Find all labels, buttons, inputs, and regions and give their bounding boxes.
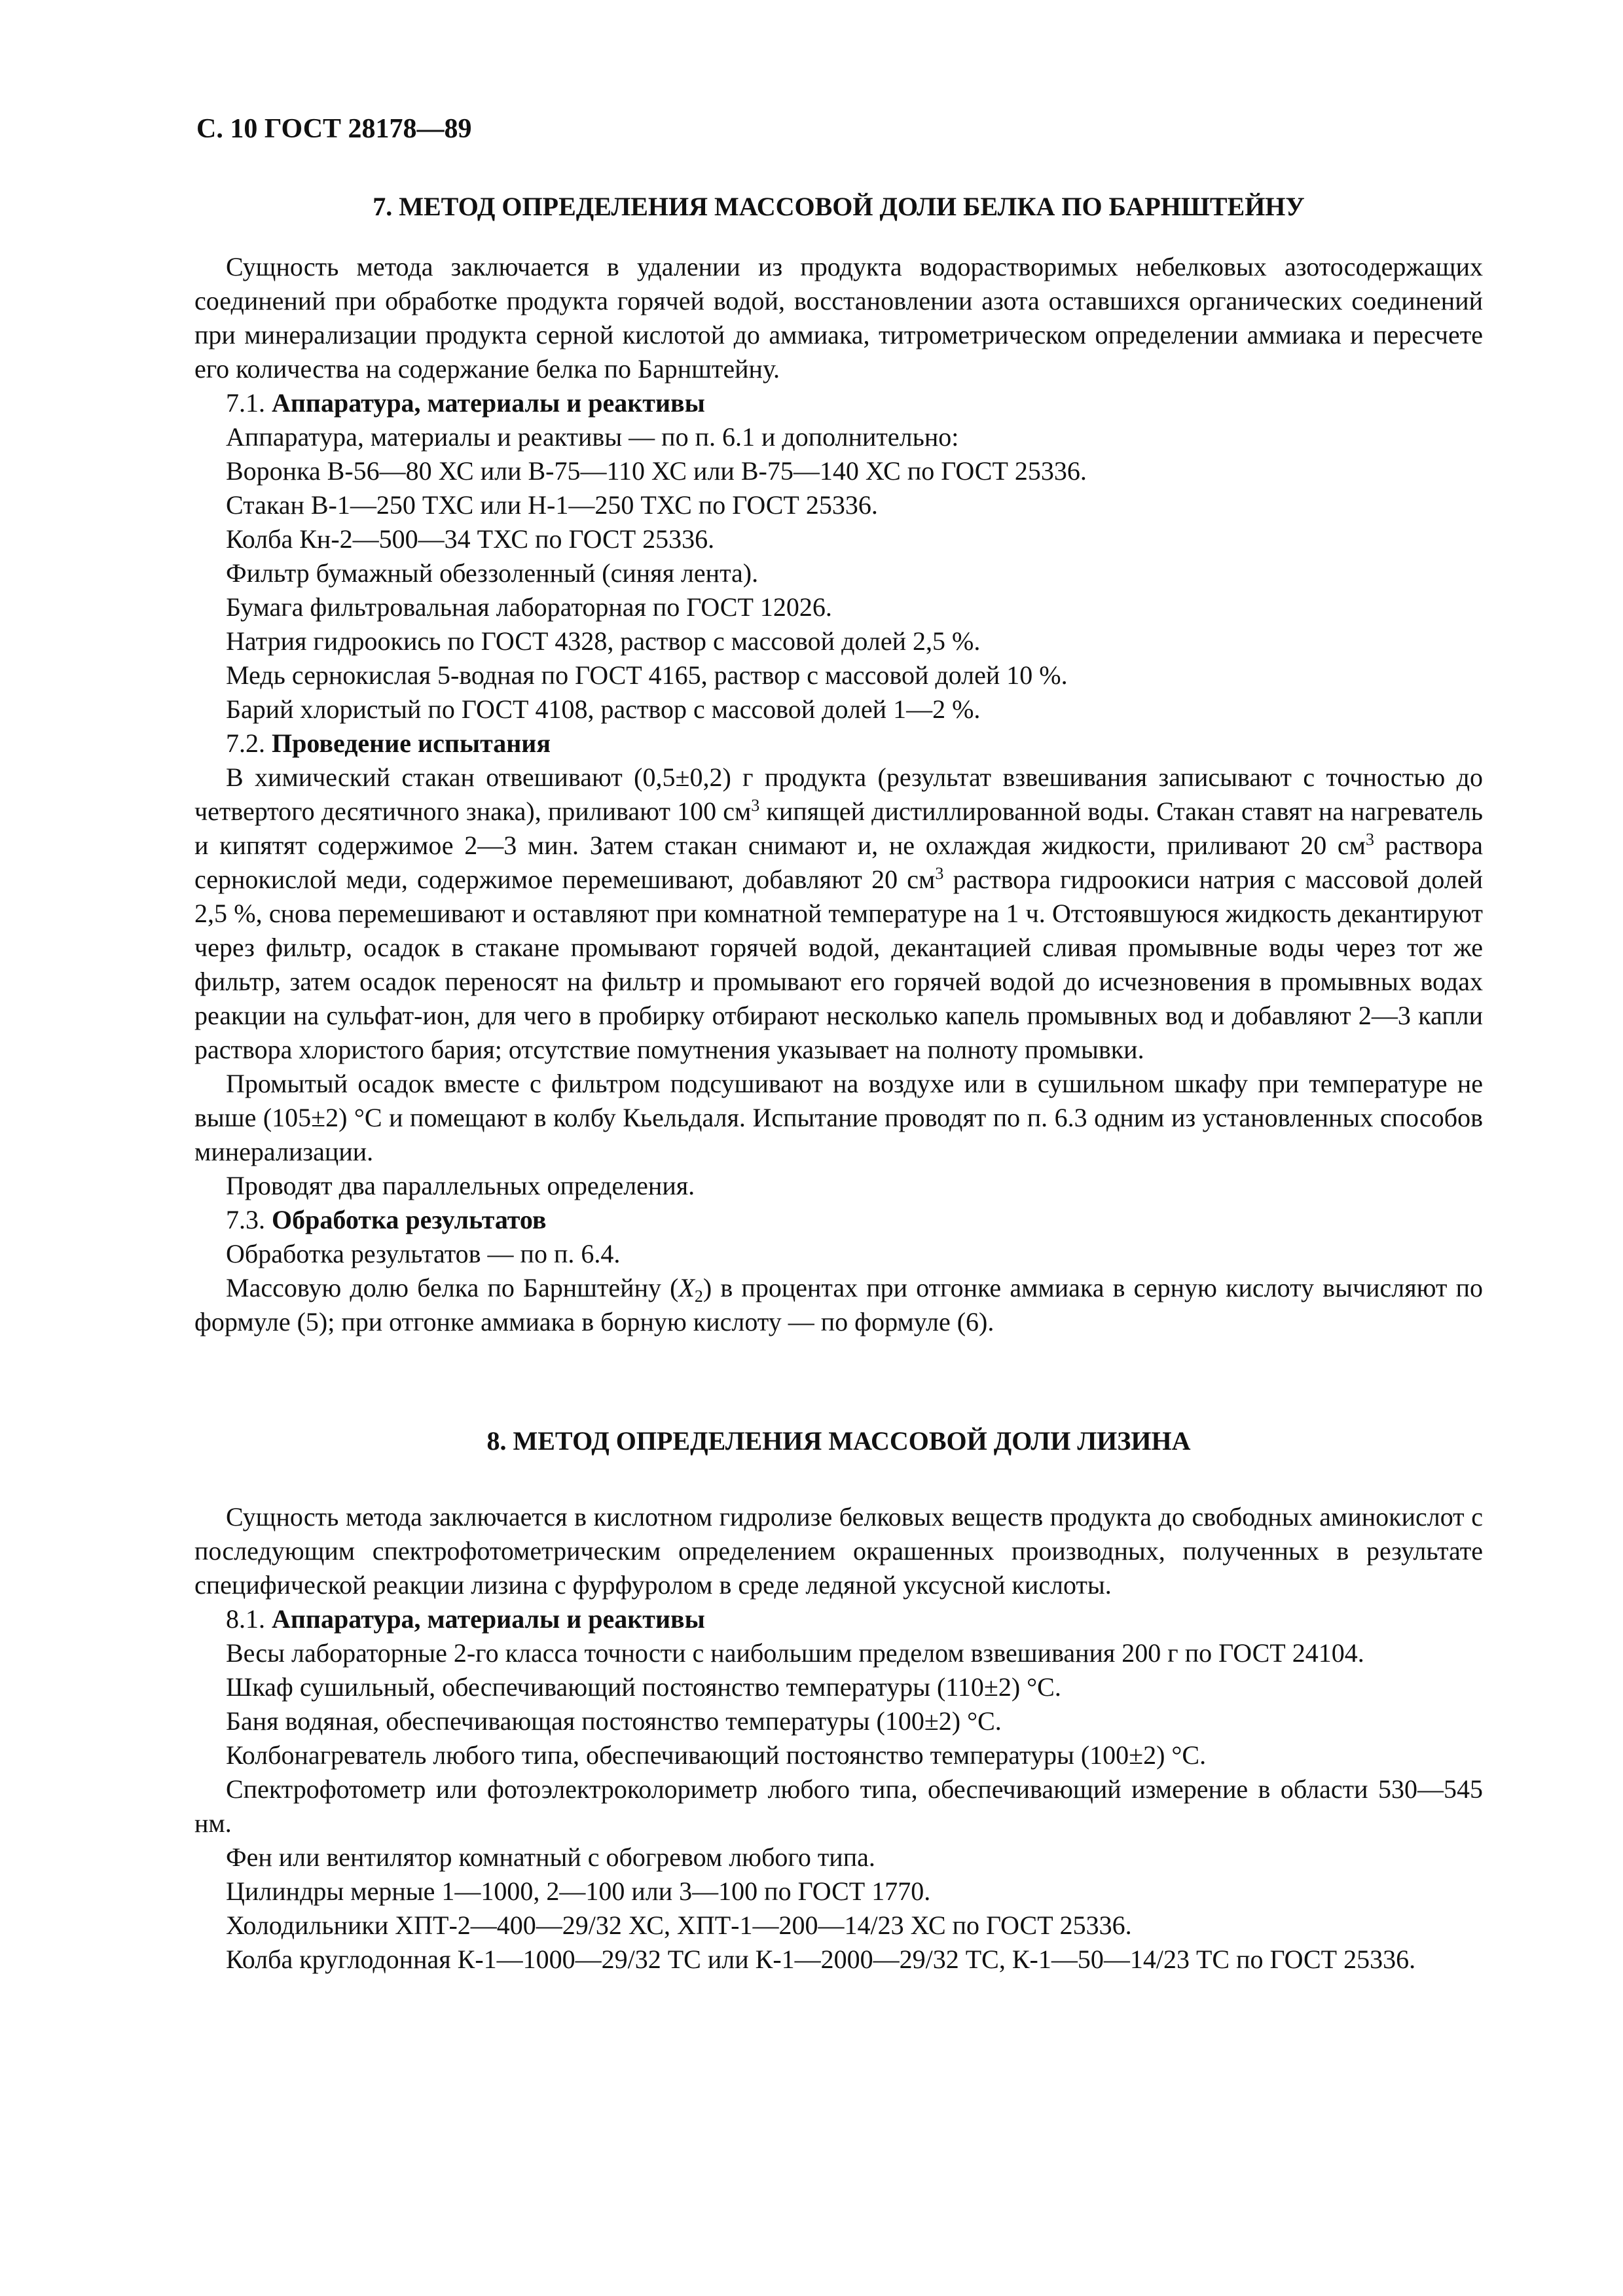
equipment-item: Фильтр бумажный обеззоленный (синяя лента). bbox=[226, 558, 759, 588]
superscript: 3 bbox=[1365, 830, 1374, 849]
section-8-intro: Сущность метода заключается в кислотном гидролизе белковых веществ продукта до свободных аминокислот с последующим спектрофотометрическим определением окрашенных производных, полученных в результате специфической реакции лизина с фурфуролом в среде ледяной уксусной кислоты. bbox=[194, 1502, 1483, 1600]
equipment-item: Натрия гидроокись по ГОСТ 4328, раствор с массовой долей 2,5 %. bbox=[226, 626, 981, 656]
equipment-item: Колбонагреватель любого типа, обеспечивающий постоянство температуры (100±2) °С. bbox=[226, 1740, 1207, 1770]
equipment-item: Фен или вентилятор комнатный с обогревом любого типа. bbox=[226, 1842, 875, 1872]
equipment-item: Колба круглодонная К-1—1000—29/32 ТС или К-1—2000—29/32 ТС, К-1—50—14/23 ТС по ГОСТ 25336. bbox=[226, 1945, 1416, 1974]
superscript: 3 bbox=[935, 864, 944, 883]
superscript: 3 bbox=[751, 796, 760, 815]
equipment-item: Весы лабораторные 2-го класса точности с наибольшим пределом взвешивания 200 г по ГОСТ 24104. bbox=[226, 1638, 1364, 1668]
section-7-intro: Сущность метода заключается в удалении из продукта водорастворимых небелковых азотосодержащих соединений при обработке продукта горячей водой, восстановлении азота оставшихся органических соединений при минерализации продукта серной кислотой до аммиака, титрометрическом определении аммиака и пересчете его количества на содержание белка по Барнштейну. bbox=[194, 252, 1483, 384]
equipment-item: Аппаратура, материалы и реактивы — по п. 6.1 и дополнительно: bbox=[226, 422, 959, 452]
equipment-item: Спектрофотометр или фотоэлектроколориметр любого типа, обеспечивающий измерение в области 530—545 нм. bbox=[194, 1774, 1483, 1838]
running-head: С. 10 ГОСТ 28178—89 bbox=[196, 114, 472, 144]
equipment-item: Колба Кн-2—500—34 ТХС по ГОСТ 25336. bbox=[226, 524, 715, 554]
equipment-item: Баня водяная, обеспечивающая постоянство температуры (100±2) °С. bbox=[226, 1706, 1002, 1736]
procedure-paragraph: Промытый осадок вместе с фильтром подсушивают на воздухе или в сушильном шкафу при температуре не выше (105±2) °С и помещают в колбу Кьельдаля. Испытание проводят по п. 6.3 одним из установленных способов минерализации. bbox=[194, 1069, 1483, 1166]
section-7-title: 7. МЕТОД ОПРЕДЕЛЕНИЯ МАССОВОЙ ДОЛИ БЕЛКА ПО БАРНШТЕЙНУ bbox=[373, 192, 1305, 221]
results-paragraph bbox=[194, 1271, 1483, 1339]
equipment-item: Холодильники ХПТ-2—400—29/32 ХС, ХПТ-1—200—14/23 ХС по ГОСТ 25336. bbox=[226, 1910, 1132, 1940]
subsection-number: 7.1. bbox=[226, 388, 265, 418]
subscript: 2 bbox=[694, 1287, 703, 1306]
subsection-7-3-heading bbox=[194, 1203, 1483, 1237]
equipment-item: Цилиндры мерные 1—1000, 2—100 или 3—100 по ГОСТ 1770. bbox=[226, 1876, 931, 1906]
section-8 bbox=[194, 1424, 1483, 1977]
text-run: раствора гидроокиси натрия с массовой долей 2,5 %, снова перемешивают и оставляют при комнатной температуре на 1 ч. Отстоявшуюся жидкость декантируют через фильтр, осадок в стакане промывают горячей водой, декантацией сливая промывные воды через тот же фильтр, затем осадок переносят на фильтр и промывают его горячей водой до исчезновения в промывных водах реакции на сульфат-ион, для чего в пробирку отбирают несколько капель промывных вод и добавляют 2—3 капли раствора хлористого бария; отсутствие помутнения указывает на полноту промывки. bbox=[194, 865, 1484, 1064]
equipment-item: Бумага фильтровальная лабораторная по ГОСТ 12026. bbox=[226, 592, 832, 622]
equipment-item: Стакан В-1—250 ТХС или Н-1—250 ТХС по ГОСТ 25336. bbox=[226, 490, 878, 520]
subsection-7-1-heading bbox=[194, 386, 1483, 420]
procedure-paragraph: Проводят два параллельных определения. bbox=[226, 1171, 695, 1200]
results-paragraph: Обработка результатов — по п. 6.4. bbox=[226, 1239, 621, 1268]
subsection-title: Аппаратура, материалы и реактивы bbox=[272, 1604, 705, 1634]
page-content bbox=[194, 190, 1483, 1977]
text-run: кипящей дистиллированной воды. Стакан ставят на нагреватель и кипятят содержимое 2—3 мин. Затем стакан снимают и, не охлаждая жидкости, приливают 20 см bbox=[194, 797, 1483, 860]
subsection-8-1-heading bbox=[194, 1602, 1483, 1636]
subsection-7-2-heading bbox=[194, 726, 1483, 761]
subsection-title: Аппаратура, материалы и реактивы bbox=[272, 388, 705, 418]
text-run: В химический стакан отвешивают (0,5±0,2) г продукта (результат взвешивания записывают с точностью до четвертого десятичного знака), приливают 100 см bbox=[194, 762, 1483, 826]
procedure-paragraph bbox=[194, 761, 1483, 1067]
text-run: ) в процентах при отгонке аммиака в серную кислоту вычисляют по формуле (5); при отгонке аммиака в борную кислоту — по формуле (6). bbox=[194, 1273, 1483, 1336]
subsection-number: 7.3. bbox=[226, 1205, 265, 1234]
variable: X bbox=[678, 1273, 695, 1302]
equipment-item: Шкаф сушильный, обеспечивающий постоянство температуры (110±2) °С. bbox=[226, 1672, 1061, 1702]
subsection-title: Обработка результатов bbox=[272, 1205, 547, 1234]
section-7 bbox=[194, 190, 1483, 1339]
equipment-item: Медь сернокислая 5-водная по ГОСТ 4165, раствор с массовой долей 10 %. bbox=[226, 660, 1068, 690]
equipment-item: Воронка В-56—80 ХС или В-75—110 ХС или В-75—140 ХС по ГОСТ 25336. bbox=[226, 456, 1087, 486]
subsection-number: 7.2. bbox=[226, 728, 265, 758]
equipment-item: Барий хлористый по ГОСТ 4108, раствор с массовой долей 1—2 %. bbox=[226, 694, 981, 724]
section-8-title: 8. МЕТОД ОПРЕДЕЛЕНИЯ МАССОВОЙ ДОЛИ ЛИЗИНА bbox=[486, 1426, 1191, 1456]
subsection-title: Проведение испытания bbox=[272, 728, 551, 758]
text-run: раствора сернокислой меди, содержимое перемешивают, добавляют 20 см bbox=[194, 831, 1483, 894]
subsection-number: 8.1. bbox=[226, 1604, 265, 1634]
text-run: Массовую долю белка по Барнштейну ( bbox=[226, 1273, 679, 1302]
